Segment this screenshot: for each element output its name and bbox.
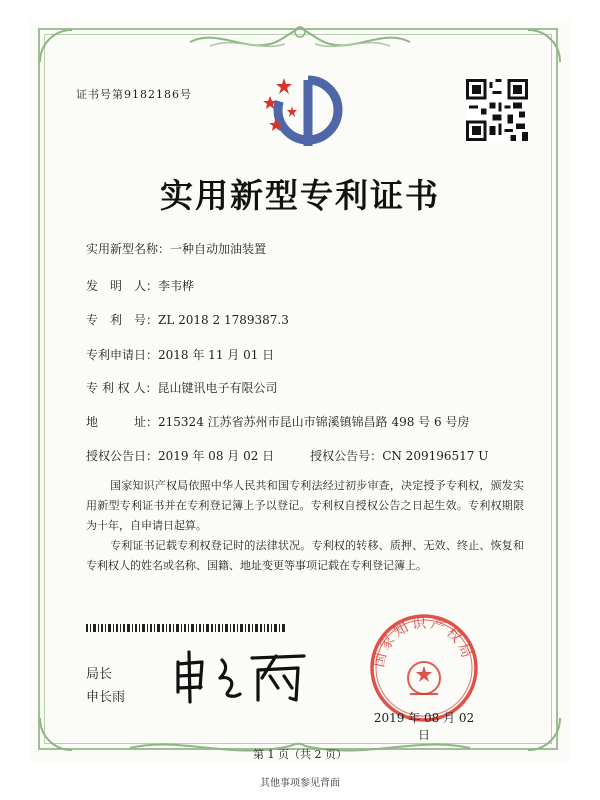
certificate-number: 证书号第9182186号 [76,88,192,101]
field-utility-model-name [86,240,266,257]
top-ornament-icon [180,22,420,62]
seal-text: 国家知识产权局 [371,615,476,669]
qr-code-icon [466,79,528,141]
director-title: 局长 [86,667,113,682]
field-value: 昆山键讯电子有限公司 [157,381,278,395]
field-label: 发 明 人： [86,279,159,293]
certificate-title: 实用新型专利证书 [160,176,440,215]
page-number: 第 1 页（共 2 页） [253,748,347,761]
announcement-date-value: 2019 年 08 月 02 日 [158,449,275,463]
field-patent-number [86,311,289,328]
field-inventor [86,277,194,294]
field-application-date [86,346,274,363]
corner-ornament-icon [524,26,564,66]
field-label: 实用新型名称： [86,242,171,256]
field-value: 李韦桦 [158,279,195,293]
field-value: 215324 江苏省苏州市昆山市锦溪镇锦昌路 498 号 6 号房 [158,415,470,429]
director-name: 申长雨 [86,690,126,705]
field-label: 专 利 权 人： [86,381,158,395]
barcode-icon [86,624,286,632]
field-label: 地 址： [86,415,159,429]
field-announcement [86,447,488,464]
announcement-number-label: 授权公告号： [310,449,383,463]
director-signature-icon [170,648,310,704]
field-label: 专利申请日： [86,348,159,362]
body-paragraph: 专利证书记载专利权登记时的法律状况。专利权的转移、质押、无效、终止、恢复和专利权人的姓名或名称、国籍、地址变更等事项记载在专利登记簿上。 [86,539,524,572]
cnipa-logo-icon [256,62,348,154]
body-paragraph: 国家知识产权局依照中华人民共和国专利法经过初步审查，决定授予专利权，颁发实用新型专利证书并在专利登记簿上予以登记。专利权自授权公告之日起生效。专利权期限为十年，自申请日起算。 [86,479,524,532]
field-label: 专 利 号： [86,313,159,327]
seal-date: 2019 年 08 月 02 日 [373,711,475,742]
footer-note: 其他事项参见背面 [260,778,340,789]
announcement-number-value: CN 209196517 U [382,449,489,463]
field-value: ZL 2018 2 1789387.3 [158,313,289,327]
svg-text:国家知识产权局 [371,615,475,668]
official-seal-icon [368,612,480,724]
announcement-date-label: 授权公告日： [86,449,159,463]
field-value: 一种自动加油装置 [170,242,267,256]
corner-ornament-icon [36,26,76,66]
field-patentee [86,379,277,396]
field-value: 2018 年 11 月 01 日 [158,348,275,362]
field-address [86,413,469,430]
